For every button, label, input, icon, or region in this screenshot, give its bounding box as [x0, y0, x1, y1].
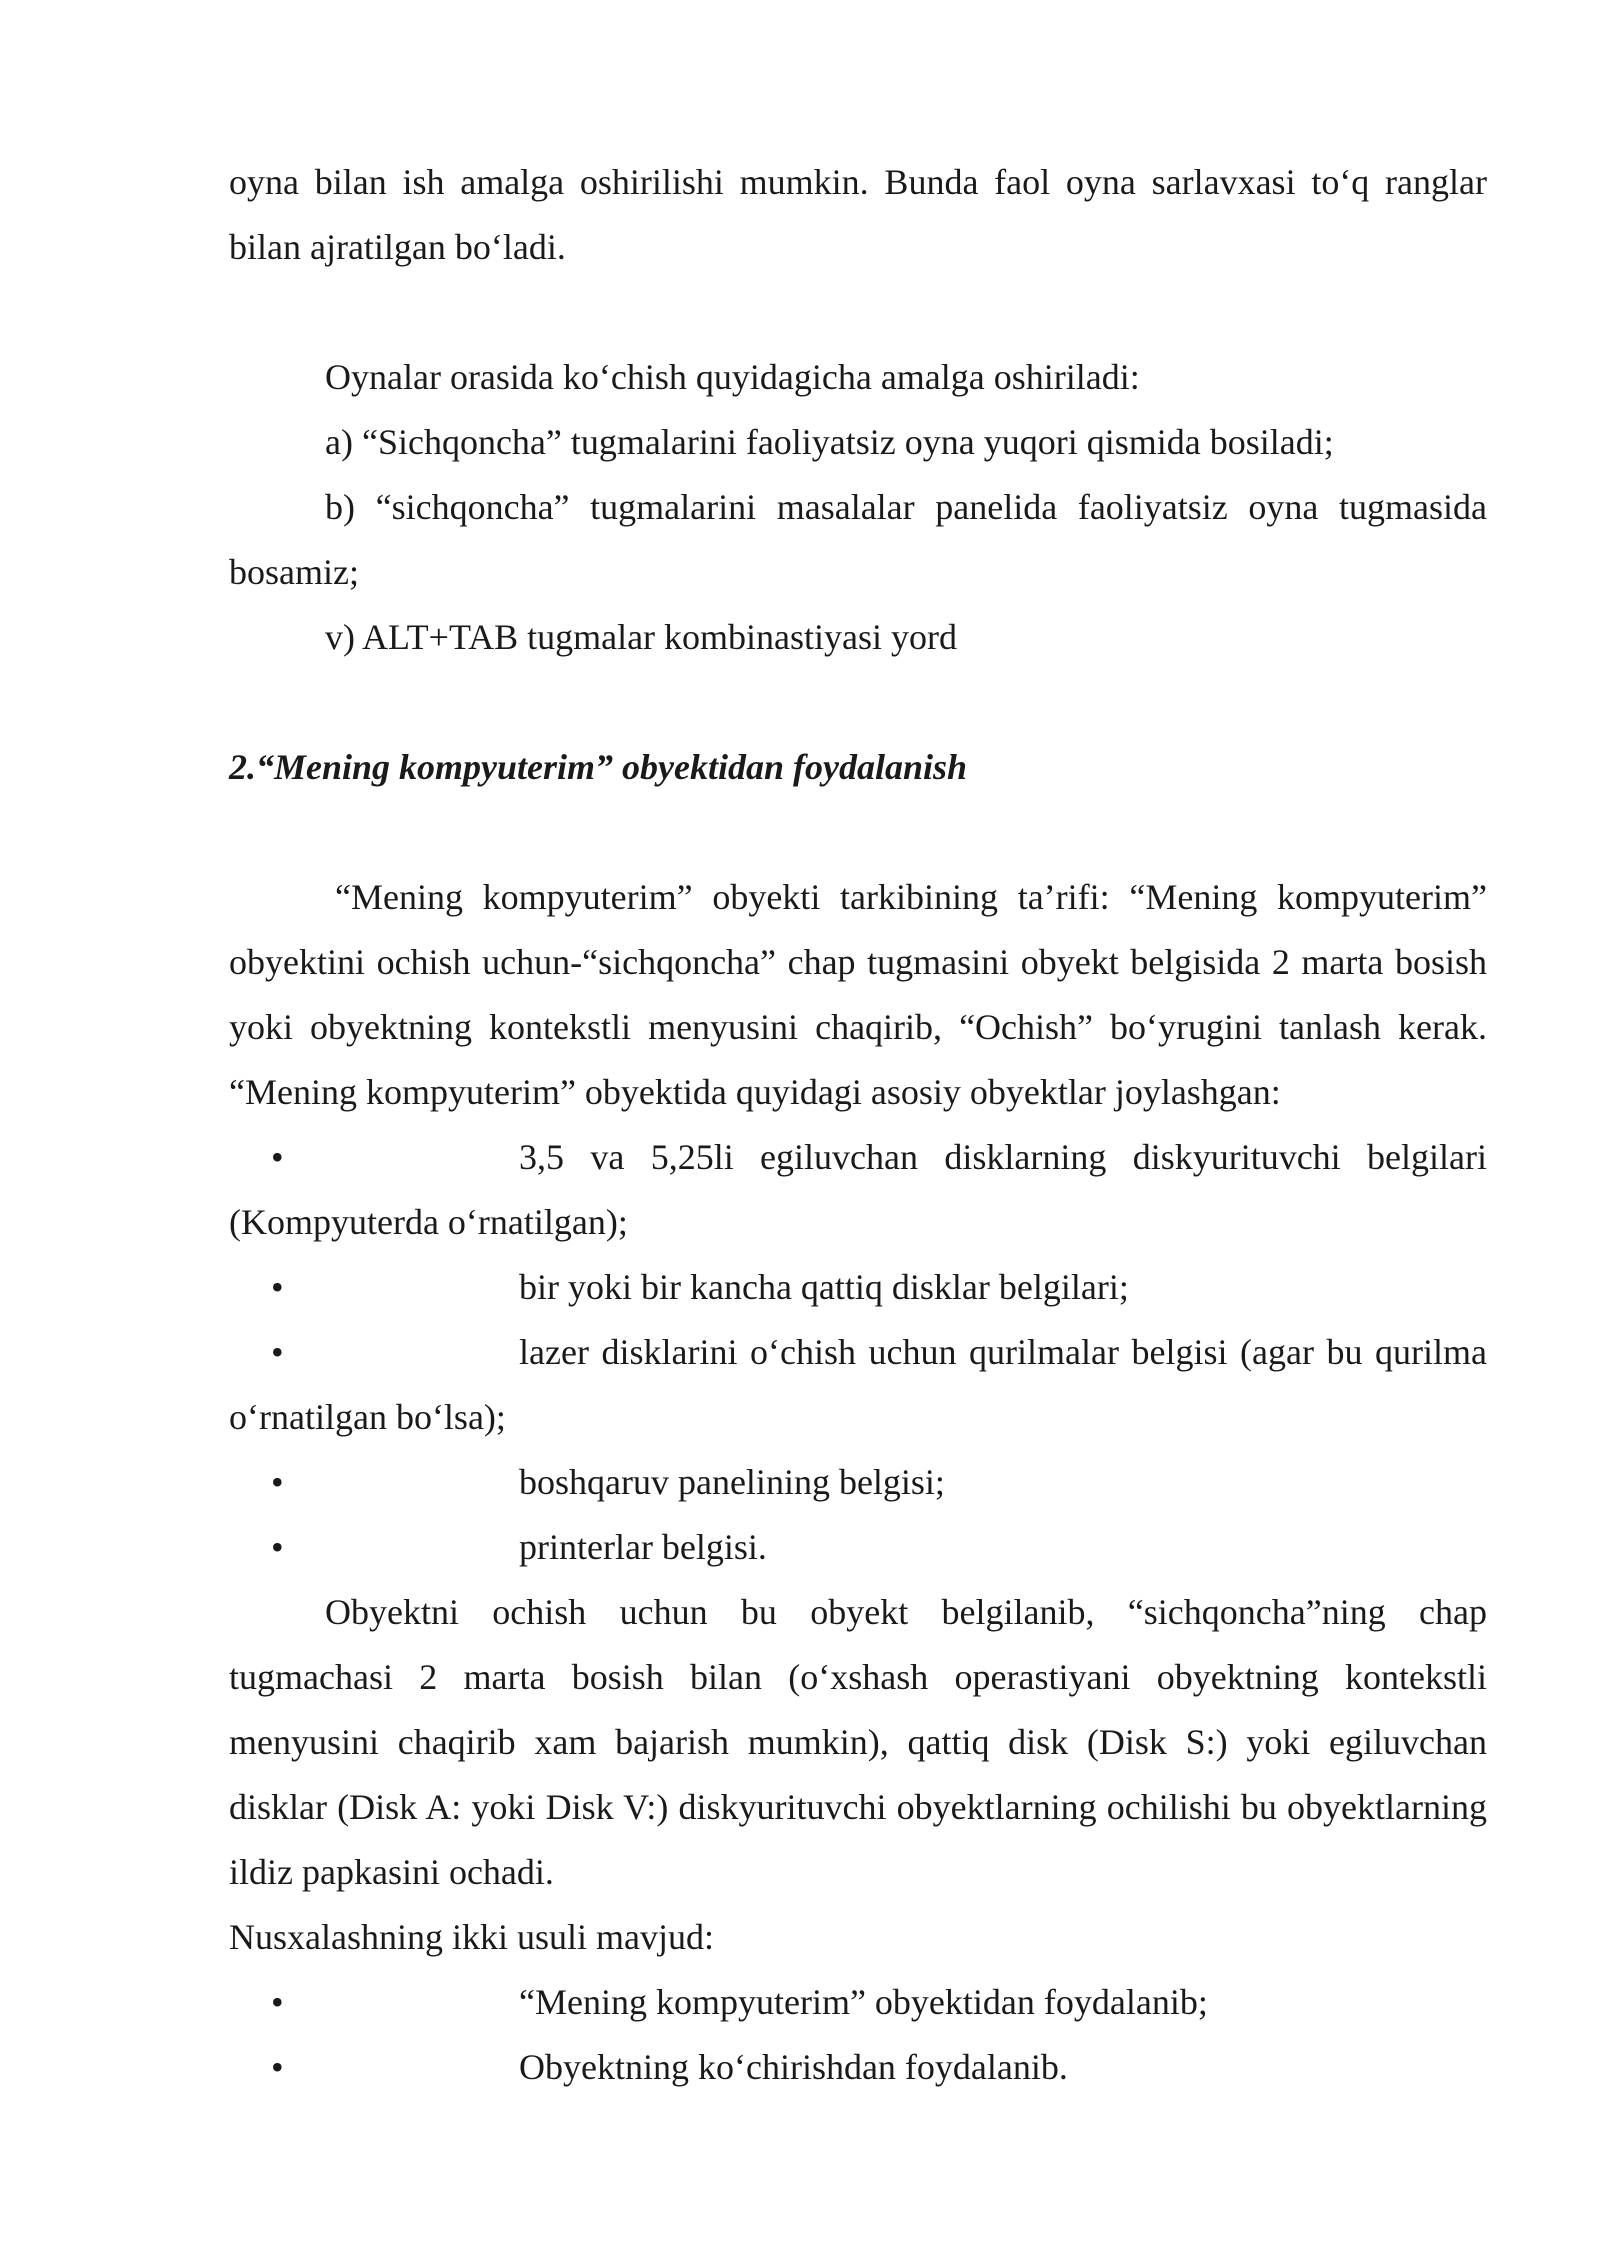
- bullet-icon: •: [271, 1332, 284, 1372]
- bullet-icon: •: [271, 1982, 284, 2022]
- list-item: [229, 1970, 1487, 2035]
- section-heading: 2.“Mening kompyuterim” obyektidan foydalanish: [229, 747, 968, 787]
- list-item: [229, 1320, 1487, 1450]
- list-item-text: lazer disklarini o‘chish uchun qurilmalar belgisi (agar bu qurilma o‘rnatilgan bo‘lsa);: [229, 1332, 1487, 1437]
- paragraph-method-a: a) “Sichqoncha” tugmalarini faoliyatsiz oyna yuqori qismida bosiladi;: [325, 422, 1334, 462]
- copy-methods-list: [229, 1970, 1487, 2100]
- list-item: [229, 1125, 1487, 1255]
- bullet-icon: •: [271, 1527, 284, 1567]
- list-item: [229, 1515, 1487, 1580]
- bullet-icon: •: [271, 2047, 284, 2087]
- list-item-text: printerlar belgisi.: [519, 1527, 767, 1567]
- paragraph-open-object: Obyektni ochish uchun bu obyekt belgilanib, “sichqoncha”ning chap tugmachasi 2 marta bosish bilan (o‘xshash operastiyani obyektning kontekstli menyusini chaqirib xam bajarish mumkin), qattiq disk (Disk S:) yoki egiluvchan disklar (Disk A: yoki Disk V:) diskyurituvchi obyektlarning ochilishi bu obyektlarning ildiz papkasini ochadi.: [229, 1592, 1487, 1892]
- paragraph-copy-methods: Nusxalashning ikki usuli mavjud:: [229, 1917, 714, 1957]
- paragraph-method-b: b) “sichqoncha” tugmalarini masalalar panelida faoliyatsiz oyna tugmasida bosamiz;: [229, 487, 1487, 592]
- list-item-text: “Mening kompyuterim” obyektidan foydalanib;: [519, 1982, 1208, 2022]
- bullet-icon: •: [271, 1462, 284, 1502]
- bullet-icon: •: [271, 1137, 284, 1177]
- paragraph-window-intro: oyna bilan ish amalga oshirilishi mumkin. Bunda faol oyna sarlavxasi to‘q ranglar bilan ajratilgan bo‘ladi.: [229, 162, 1487, 267]
- list-item: [229, 1255, 1487, 1320]
- paragraph-my-computer-description: “Mening kompyuterim” obyekti tarkibining ta’rifi: “Mening kompyuterim” obyektini ochish uchun-“sichqoncha” chap tugmasini obyekt belgisida 2 marta bosish yoki obyektning kontekstli menyusini chaqirib, “Ochish” bo‘yrugini tanlash kerak. “Mening kompyuterim” obyektida quyidagi asosiy obyektlar joylashgan:: [229, 877, 1487, 1112]
- list-item-text: 3,5 va 5,25li egiluvchan disklarning diskyurituvchi belgilari (Kompyuterda o‘rnatilgan);: [229, 1137, 1487, 1242]
- list-item-text: bir yoki bir kancha qattiq disklar belgilari;: [519, 1267, 1129, 1307]
- list-item: [229, 2035, 1487, 2100]
- document-page: [229, 150, 1487, 2100]
- paragraph-switching-intro: Oynalar orasida ko‘chish quyidagicha amalga oshiriladi:: [325, 357, 1140, 397]
- objects-list: [229, 1125, 1487, 1580]
- list-item-text: boshqaruv panelining belgisi;: [519, 1462, 945, 1502]
- list-item: [229, 1450, 1487, 1515]
- bullet-icon: •: [271, 1267, 284, 1307]
- paragraph-method-v: v) ALT+TAB tugmalar kombinastiyasi yord: [325, 617, 958, 657]
- list-item-text: Obyektning ko‘chirishdan foydalanib.: [519, 2047, 1068, 2087]
